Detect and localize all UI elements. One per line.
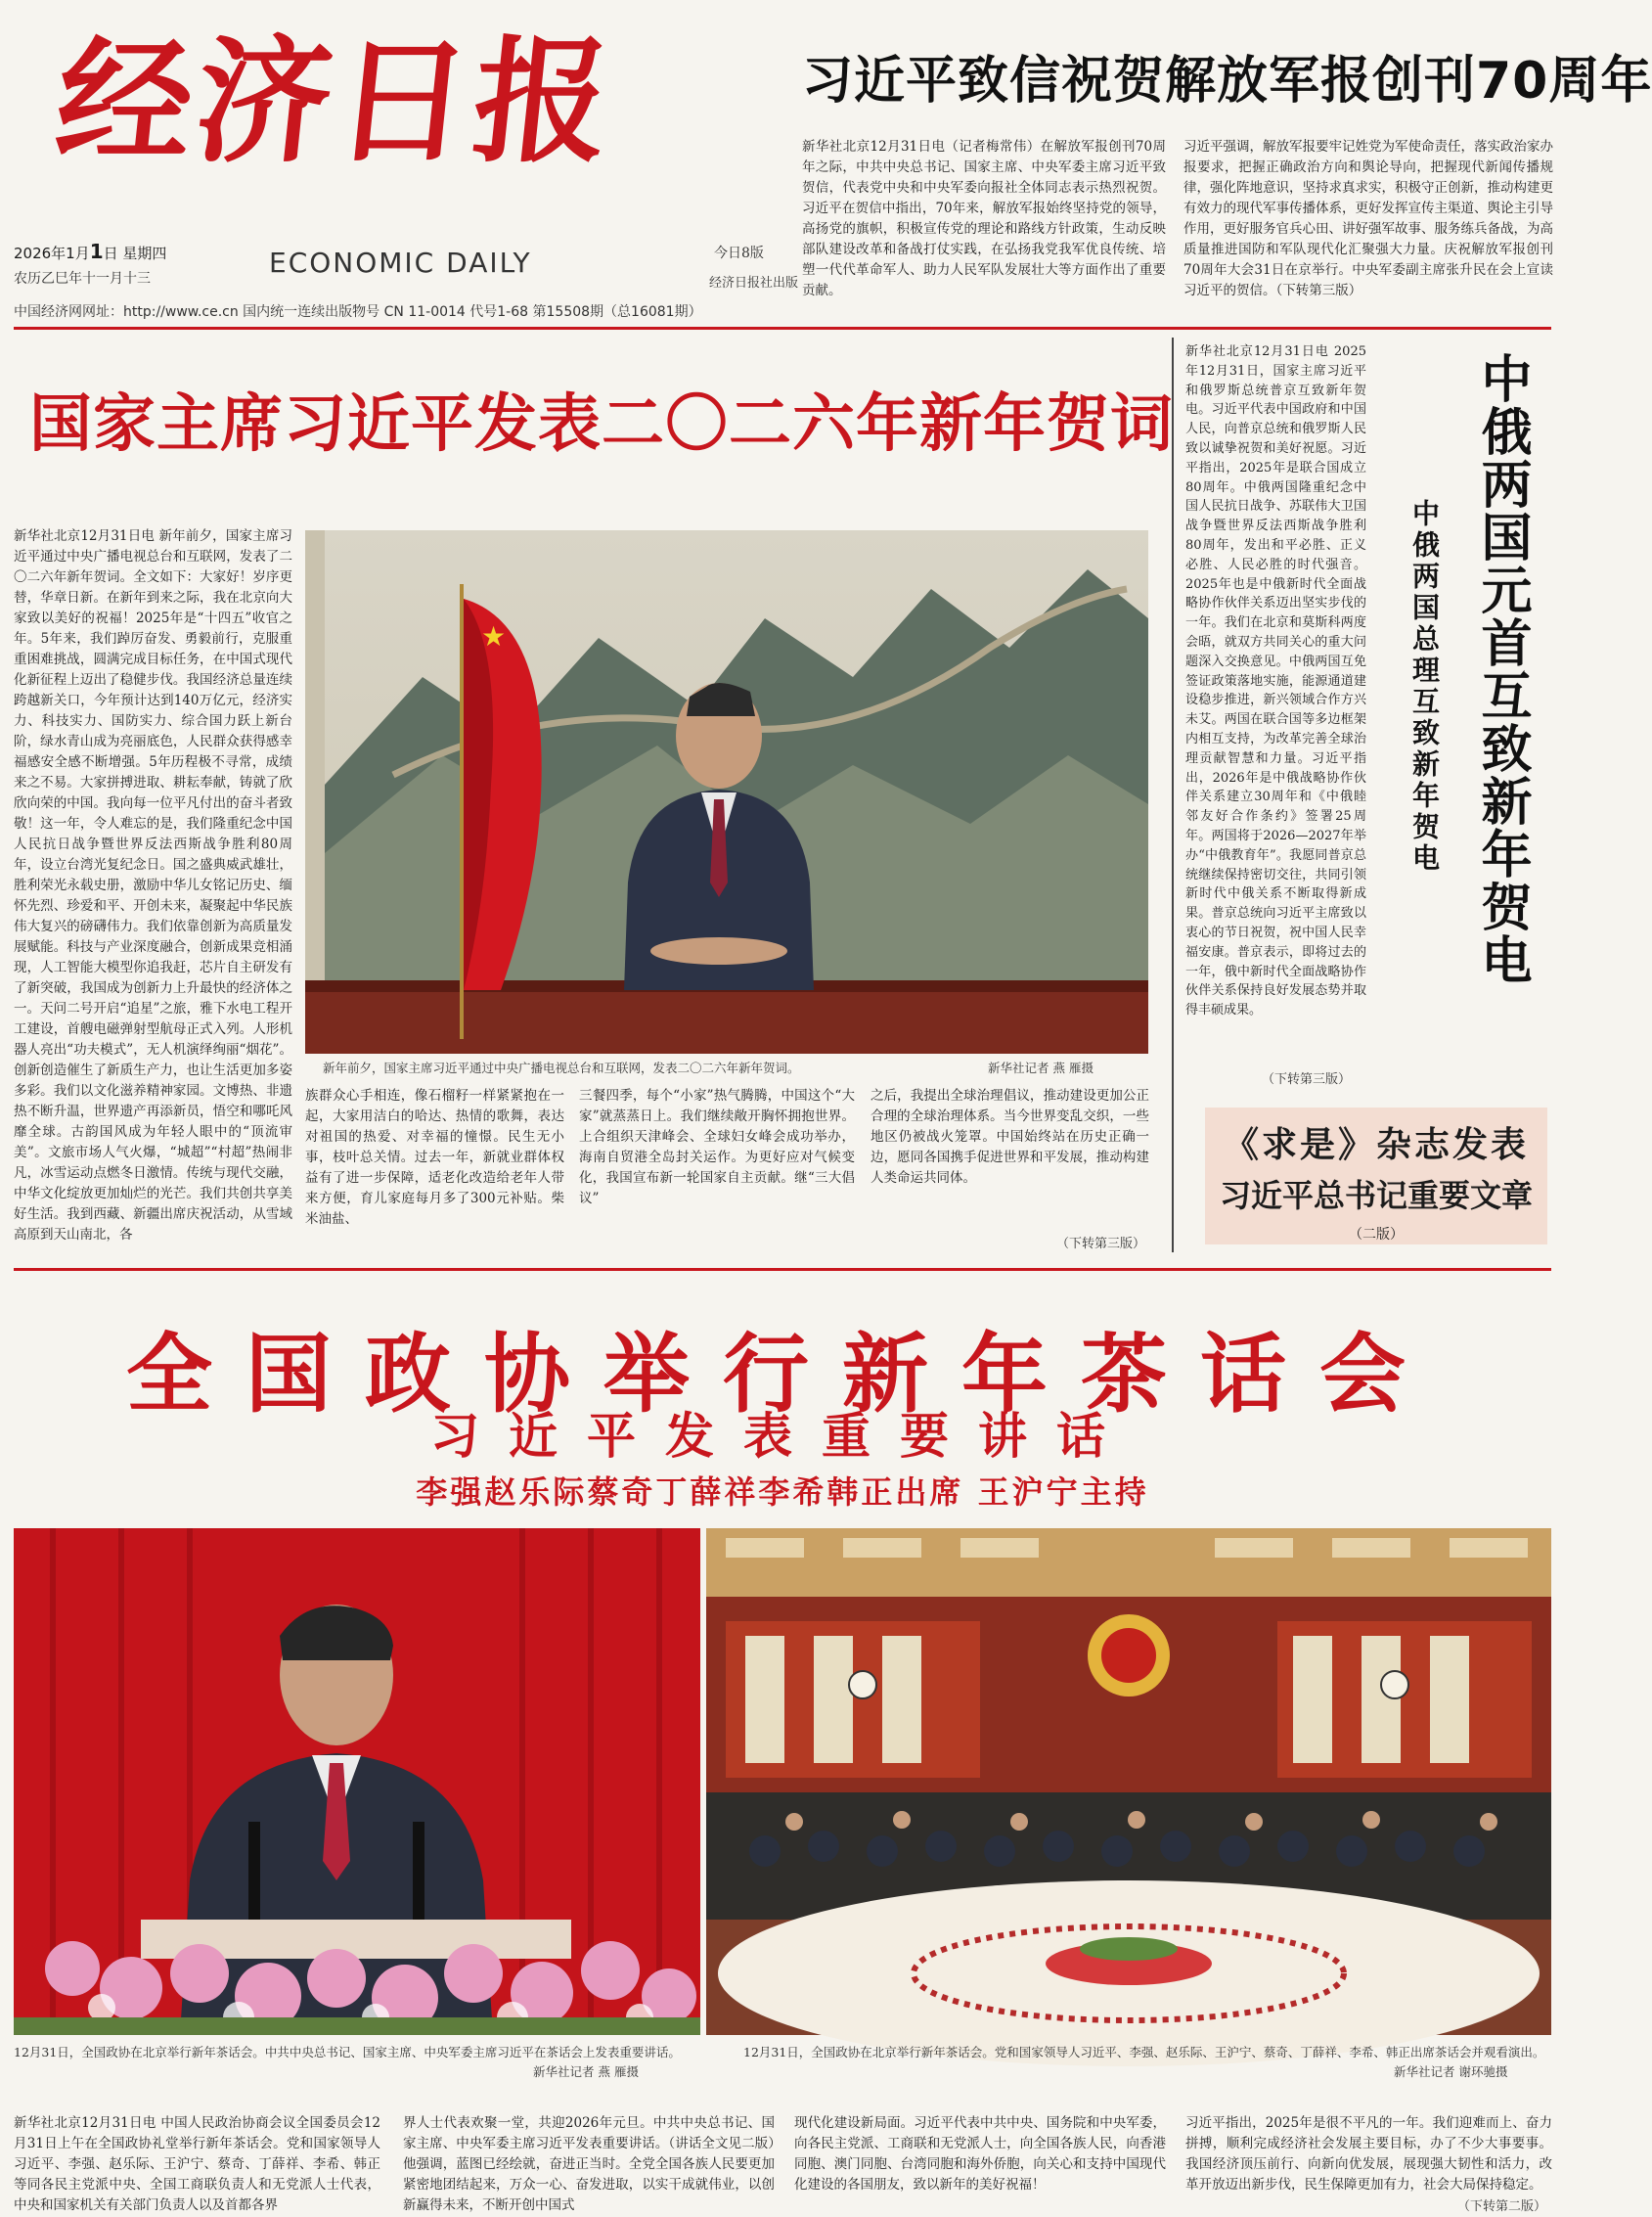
lead-col4: 之后，我提出全球治理倡议，推动建设更加公正合理的全球治理体系。当今世界变乱交织，一些地区仍被战火笼罩。中国始终站在历史正确一边，愿同各国携手促进世界和平发展，推动构建人类命运共同体。 [871, 1088, 1149, 1186]
tea-party-photo-caption: 12月31日，全国政协在北京举行新年茶话会。党和国家领导人习近平、李强、赵乐际、王沪宁、蔡奇、丁薛祥、李希、韩正出席茶话会并观看演出。 [743, 2045, 1545, 2059]
publication-info: 中国经济网网址：http://www.ce.cn 国内统一连续出版物号 CN 11-0014 代号1-68 第15508期（总16081期） [14, 301, 1551, 330]
lead-photo-credit: 新华社记者 燕 雁摄 [988, 1061, 1094, 1075]
tea-party-photo [706, 1528, 1551, 2035]
sino-russia-text: 新华社北京12月31日电 2025年12月31日，国家主席习近平和俄罗斯总统普京互致新年贺电。习近平代表中国政府和中国人民，向普京总统和俄罗斯人民致以诚挚祝贺和美好祝愿。习近平指出，2025年是联合国成立80周年。中俄两国隆重纪念中国人民抗日战争、苏联伟大卫国战争暨世界反法西斯战争胜利80周年，发出和平必胜、正义必胜、人民必胜的时代强音。2025年也是中俄新时代全面战略协作伙伴关系迈出坚实步伐的一年。我们在北京和莫斯科两度会晤，就双方共同关心的重大问题深入交换意见。中俄两国互免签证政策落地实施，能源通道建设稳步推进，新兴领域合作方兴未艾。两国在联合国等多边框架内相互支持，为改革完善全球治理贡献智慧和力量。习近平指出，2026年是中俄战略协作伙伴关系建立30周年和《中俄睦邻友好合作条约》签署25周年。两国将于2026—2027年举办“中俄教育年”。我愿同普京总统继续保持密切交往，共同引领新时代中俄关系不断取得新成果。普京总统向习近平主席致以衷心的节日祝贺，祝中国人民幸福安康。普京表示，即将过去的一年，俄中新时代全面战略协作伙伴关系保持良好发展态势并取得丰硕成果。 [1185, 344, 1366, 1018]
new-year-address-photo [305, 530, 1148, 1054]
top-story-col2: 习近平强调，解放军报要牢记姓党为军使命责任，落实政治家办报要求，把握正确政治方向和舆论导向，把握现代新闻传播规律，强化阵地意识，坚持求真求实，积极守正创新，推动构建更有效力的现代军事传播体系，更好发挥宣传主渠道、舆论主引导作用，更好服务官兵心田、讲好强军故事、服务练兵备战，为高质量推进国防和军队现代化汇聚强大力量。庆祝解放军报创刊70周年大会31日在京举行。中央军委副主席张升民在会上宣读习近平的贺信。（下转第三版） [1183, 139, 1553, 298]
top-story-headline[interactable]: 习近平致信祝贺解放军报创刊70周年 [802, 52, 1652, 111]
cppcc-col1: 新华社北京12月31日电 中国人民政治协商会议全国委员会12月31日上午在全国政协礼堂举行新年茶话会。党和国家领导人习近平、李强、赵乐际、王沪宁、蔡奇、丁薛祥、李希、韩正等同各民主党派中央、全国工商联负责人和无党派人士代表，中央和国家机关有关部门负责人以及首都各界 [14, 2115, 380, 2213]
lead-jump: （下转第三版） [1056, 1237, 1146, 1251]
cppcc-subhead: 习近平发表重要讲话 [430, 1408, 1135, 1465]
qiushi-box[interactable] [1205, 1108, 1547, 1244]
cppcc-jump: （下转第二版） [1457, 2199, 1547, 2214]
issue-date [14, 240, 166, 263]
speech-photo-credit: 新华社记者 燕 雁摄 [533, 2064, 639, 2079]
date-suffix: 日 星期四 [103, 245, 167, 262]
cppcc-col4: 习近平指出，2025年是很不平凡的一年。我们迎难而上、奋力拼搏，顺利完成经济社会发展主要目标，办了不少大事要事。我国经济顶压前行、向新向优发展，展现强大韧性和活力，改革开放迈出新步伐，民生保障更加有力，社会大局保持稳定。 [1185, 2115, 1552, 2193]
sino-russia-subhead: 中俄两国总理互致新年贺电 [1408, 499, 1441, 875]
section-divider [14, 1268, 1551, 1271]
speech-photo-caption: 12月31日，全国政协在北京举行新年茶话会。中共中央总书记、国家主席、中央军委主席习近平在茶话会上发表重要讲话。 [14, 2045, 681, 2059]
svg-text:★: ★ [481, 620, 507, 653]
top-story-col1: 新华社北京12月31日电（记者梅常伟）在解放军报创刊70周年之际，中共中央总书记、国家主席、中央军委主席习近平致贺信，代表党中央和中央军委向报社全体同志表示热烈祝贺。习近平在贺信中指出，70年来，解放军报始终坚持党的领导，高扬党的旗帜，积极宣传党的理论和路线方针政策，生动反映部队建设改革和备战打仗实践，在弘扬我党我军优良传统、培塑一代代革命军人、助力人民军队发展壮大等方面作出了重要贡献。 [802, 139, 1166, 298]
column-divider [1172, 338, 1174, 1252]
lead-col2: 族群众心手相连，像石榴籽一样紧紧抱在一起，大家用洁白的哈达、热情的歌舞，表达对祖国的热爱、对幸福的憧憬。民生无小事，枝叶总关情。过去一年，新就业群体权益有了进一步保障，适老化改造给老年人带来方便，育儿家庭每月多了300元补贴。柴米油盐、 [305, 1088, 564, 1227]
sino-russia-headline[interactable]: 中俄两国元首互致新年贺电 [1472, 352, 1531, 986]
lead-col3: 三餐四季，每个“小家”热气腾腾，中国这个“大家”就蒸蒸日上。我们继续敞开胸怀拥抱世界。上合组织天津峰会、全球妇女峰会成功举办，海南自贸港全岛封关运作。为更好应对气候变化，我国宣布新一轮国家自主贡献。继“三大倡议” [579, 1088, 855, 1206]
cppcc-headline[interactable]: 全国政协举行新年茶话会 [125, 1324, 1439, 1425]
lead-photo-caption: 新年前夕，国家主席习近平通过中央广播电视总台和互联网，发表二〇二六年新年贺词。 [323, 1061, 800, 1075]
cppcc-col3: 现代化建设新局面。习近平代表中共中央、国务院和中央军委，向各民主党派、工商联和无党派人士，向全国各族人民，向香港同胞、澳门同胞、台湾同胞和海外侨胞，向关心和支持中国现代化建设的各国朋友，致以新年的美好祝福！ [794, 2115, 1166, 2193]
sino-russia-jump: （下转第三版） [1262, 1072, 1352, 1087]
cppcc-attendees: 李强赵乐际蔡奇丁薛祥李希韩正出席 王沪宁主持 [416, 1473, 1149, 1511]
speech-photo [14, 1528, 700, 2035]
qiushi-line1: 《求是》杂志发表 [1223, 1125, 1529, 1165]
tea-party-photo-credit: 新华社记者 谢环驰摄 [1394, 2064, 1508, 2079]
qiushi-line3: （二版） [1349, 1227, 1404, 1243]
cppcc-col2: 界人士代表欢聚一堂，共迎2026年元旦。中共中央总书记、国家主席、中央军委主席习近平发表重要讲话。（讲话全文见二版）他强调，蓝图已经绘就，奋进正当时。全党全国各族人民要更加紧密地团结起来，万众一心、奋发进取，以实干成就伟业，以创新赢得未来，不断开创中国式 [403, 2115, 775, 2213]
lead-headline[interactable]: 国家主席习近平发表二〇二六年新年贺词 [29, 388, 1174, 461]
date-prefix: 2026年1月 [14, 245, 90, 262]
publisher: 经济日报社出版 [709, 276, 799, 291]
page-count: 今日8版 [714, 246, 764, 261]
date-day: 1 [89, 240, 104, 263]
masthead-logo: 经济日报 [49, 21, 622, 181]
lunar-date: 农历乙巳年十一月十三 [14, 271, 151, 287]
qiushi-line2: 习近平总书记重要文章 [1219, 1177, 1533, 1214]
english-title: ECONOMIC DAILY [269, 247, 532, 279]
lead-col1: 新华社北京12月31日电 新年前夕，国家主席习近平通过中央广播电视总台和互联网，发表了二〇二六年新年贺词。全文如下：大家好！岁序更替，华章日新。在新年到来之际，我在北京向大家致以美好的祝福！2025年是“十四五”收官之年。5年来，我们踔厉奋发、勇毅前行，克服重重困难挑战，圆满完成目标任务，在中国式现代化新征程上迈出了稳健步伐。我国经济总量连续跨越新关口，今年预计达到140万亿元，经济实力、科技实力、国防实力、综合国力跃上新台阶，绿水青山成为亮丽底色，人民群众获得感幸福感安全感不断增强。5年历程极不寻常，成绩来之不易。大家拼搏进取、耕耘奉献，铸就了欣欣向荣的中国。我向每一位平凡付出的奋斗者致敬！这一年，令人难忘的是，我们隆重纪念中国人民抗日战争暨世界反法西斯战争胜利80周年，设立台湾光复纪念日。国之盛典威武雄壮，胜利荣光永载史册，激励中华儿女铭记历史、缅怀先烈、珍爱和平、开创未来，凝聚起中华民族伟大复兴的磅礴伟力。我们依靠创新为高质量发展赋能。科技与产业深度融合，创新成果竞相涌现，人工智能大模型你追我赶，芯片自主研发有了新突破，我国成为创新力上升最快的经济体之一。天问二号开启“追星”之旅，雅下水电工程开工建设，首艘电磁弹射型航母正式入列。人形机器人亮出“功夫模式”，无人机演绎绚丽“烟花”。创新创造催生了新质生产力，也让生活更加多姿多彩。我们以文化滋养精神家园。文博热、非遗热不断升温，世界遗产再添新员，悟空和哪吒风靡全球。古韵国风成为年轻人眼中的“顶流审美”。文旅市场人气火爆，“城超”“村超”热闹非凡，冰雪运动点燃冬日激情。传统与现代交融，中华文化绽放更加灿烂的光芒。我们共创共享美好生活。我到西藏、新疆出席庆祝活动，从雪域高原到天山南北，各 [14, 528, 292, 1243]
